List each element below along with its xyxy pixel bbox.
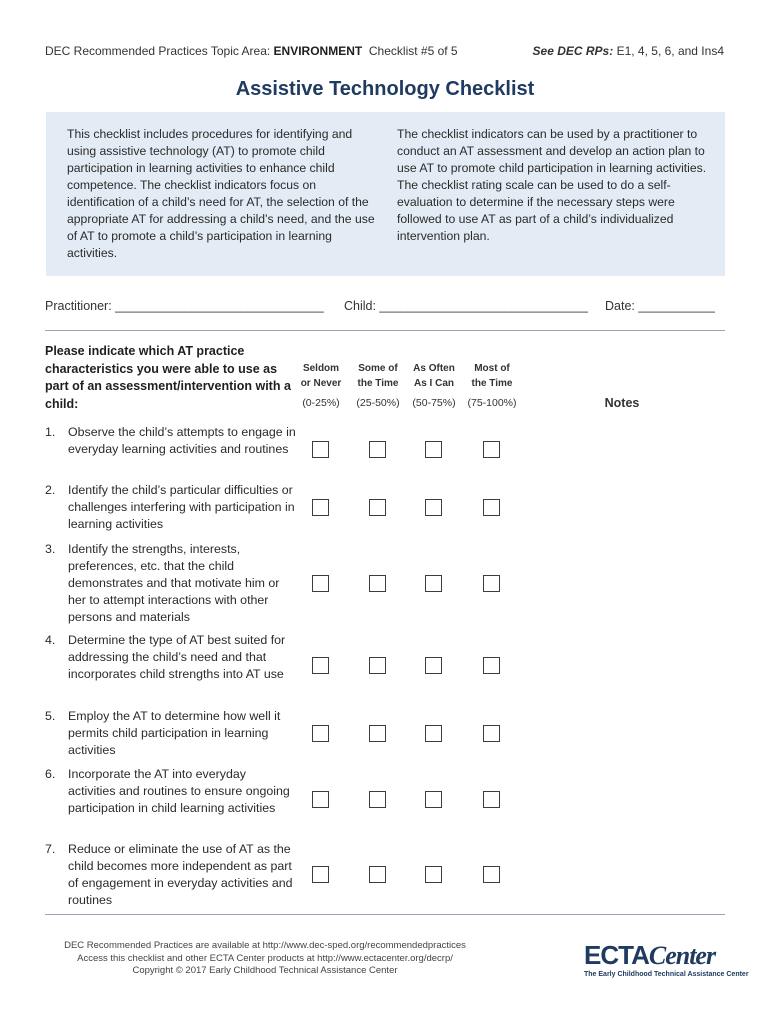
- date-field[interactable]: Date: ___________: [605, 299, 715, 313]
- ecta-center-logo: [584, 940, 749, 978]
- header-topic: ENVIRONMENT: [273, 44, 363, 58]
- item-text: Observe the child’s attempts to engage in everyday learning activities and routines: [68, 425, 296, 456]
- item-number: 1.: [45, 425, 56, 439]
- notes-column-header: Notes: [604, 396, 640, 410]
- question-prompt: Please indicate which AT practice characteristics you were able to use as part of an assessment/intervention with a child:: [45, 344, 291, 411]
- item-text: Incorporate the AT into everyday activities and routines to ensure ongoing participation in child learning activities: [68, 767, 290, 815]
- scale-header-line-1: Some of: [358, 363, 398, 374]
- scale-header-line-2: As I Can: [413, 378, 454, 389]
- item-5-checkbox-1[interactable]: [312, 725, 329, 742]
- item-6-checkbox-4[interactable]: [483, 791, 500, 808]
- logo-tagline: The Early Childhood Technical Assistance Center: [584, 971, 749, 978]
- item-2-checkbox-4[interactable]: [483, 499, 500, 516]
- item-text: Determine the type of AT best suited for addressing the child’s need and that incorporates child strengths into AT use: [68, 633, 286, 681]
- item-text: Employ the AT to determine how well it permits child participation in learning activities: [68, 709, 281, 757]
- header-rps-values: E1, 4, 5, 6, and Ins4: [616, 44, 724, 58]
- item-2-checkbox-1[interactable]: [312, 499, 329, 516]
- header-checklist-number: Checklist #5 of 5: [368, 44, 458, 58]
- scale-header-1: [291, 361, 351, 391]
- item-1-checkbox-2[interactable]: [369, 441, 386, 458]
- item-4-checkbox-1[interactable]: [312, 657, 329, 674]
- footer-line-3: Copyright © 2017 Early Childhood Technical Assistance Center: [132, 965, 398, 976]
- scale-header-3: [404, 361, 464, 391]
- header-dec-rps: [533, 44, 724, 58]
- item-7-checkbox-1[interactable]: [312, 866, 329, 883]
- scale-percent-1: (0-25%): [302, 397, 340, 409]
- item-1-checkbox-1[interactable]: [312, 441, 329, 458]
- scale-header-line-2: the Time: [471, 378, 513, 389]
- item-7-checkbox-2[interactable]: [369, 866, 386, 883]
- item-3-checkbox-3[interactable]: [425, 575, 442, 592]
- scale-percent-2: (25-50%): [356, 397, 400, 409]
- item-2-checkbox-3[interactable]: [425, 499, 442, 516]
- item-5-checkbox-4[interactable]: [483, 725, 500, 742]
- item-number: 6.: [45, 767, 56, 781]
- scale-header-4: [462, 361, 522, 391]
- child-field[interactable]: Child: ______________________________: [344, 299, 588, 313]
- item-text: Identify the strengths, interests, preferences, etc. that the child demonstrates and that motivate him or her to attempt interactions with other persons and materials: [68, 542, 280, 624]
- item-6-checkbox-3[interactable]: [425, 791, 442, 808]
- intro-box: [46, 112, 725, 276]
- item-3-checkbox-4[interactable]: [483, 575, 500, 592]
- logo-word-ecta: ECTA: [584, 940, 649, 970]
- item-1-checkbox-4[interactable]: [483, 441, 500, 458]
- footer-line-1: DEC Recommended Practices are available at http://www.dec-sped.org/recommendedpractices: [64, 940, 466, 951]
- item-text: Identify the child’s particular difficulties or challenges interfering with participation in learning activities: [68, 483, 295, 531]
- scale-header-2: [348, 361, 408, 391]
- item-number: 2.: [45, 483, 56, 497]
- page-title: Assistive Technology Checklist: [235, 78, 535, 100]
- item-6-checkbox-2[interactable]: [369, 791, 386, 808]
- intro-left-text: This checklist includes procedures for identifying and using assistive technology (AT) to promote child participation in learning activities to enhance child competence. The checklist indicators focus on identification of a child’s need for AT, the selection of the appropriate AT for addressing a child’s need, and the use of AT to promote a child’s participation in learning activities.: [67, 127, 375, 260]
- item-5-checkbox-2[interactable]: [369, 725, 386, 742]
- item-5-checkbox-3[interactable]: [425, 725, 442, 742]
- practitioner-field[interactable]: Practitioner: ______________________________: [45, 299, 324, 313]
- item-1-checkbox-3[interactable]: [425, 441, 442, 458]
- item-3-checkbox-2[interactable]: [369, 575, 386, 592]
- header-rps-label: See DEC RPs:: [532, 44, 614, 58]
- scale-percent-3: (50-75%): [412, 397, 456, 409]
- logo-word-center: Center: [648, 941, 716, 970]
- item-4-checkbox-4[interactable]: [483, 657, 500, 674]
- item-7-checkbox-4[interactable]: [483, 866, 500, 883]
- footer-line-2: Access this checklist and other ECTA Center products at http://www.ectacenter.org/decrp/: [77, 952, 453, 964]
- scale-header-line-1: Seldom: [302, 363, 340, 374]
- intro-right-text: The checklist indicators can be used by a practitioner to conduct an AT assessment and develop an action plan to use AT to promote child participation in learning activities. The checklist rating scale can be used to do a self-evaluation to determine if the necessary steps were followed to use AT as part of a child’s individualized intervention plan.: [397, 127, 707, 243]
- scale-header-line-2: the Time: [357, 378, 399, 389]
- item-number: 5.: [45, 709, 56, 723]
- item-number: 7.: [45, 842, 56, 856]
- divider-top: [45, 330, 725, 331]
- scale-header-line-2: or Never: [300, 378, 342, 389]
- item-7-checkbox-3[interactable]: [425, 866, 442, 883]
- item-number: 3.: [45, 542, 56, 556]
- item-2-checkbox-2[interactable]: [369, 499, 386, 516]
- item-4-checkbox-2[interactable]: [369, 657, 386, 674]
- footer-text: [45, 940, 485, 978]
- scale-header-line-1: As Often: [413, 363, 455, 374]
- scale-header-line-1: Most of: [474, 363, 510, 374]
- item-6-checkbox-1[interactable]: [312, 791, 329, 808]
- item-4-checkbox-3[interactable]: [425, 657, 442, 674]
- header-topic-prefix: DEC Recommended Practices Topic Area:: [45, 44, 274, 58]
- divider-bottom: [45, 914, 725, 915]
- item-3-checkbox-1[interactable]: [312, 575, 329, 592]
- item-number: 4.: [45, 633, 56, 647]
- header-topic-area: [45, 44, 458, 58]
- scale-percent-4: (75-100%): [467, 397, 517, 409]
- item-text: Reduce or eliminate the use of AT as the child becomes more independent as part of engagement in everyday activities and routines: [68, 842, 293, 907]
